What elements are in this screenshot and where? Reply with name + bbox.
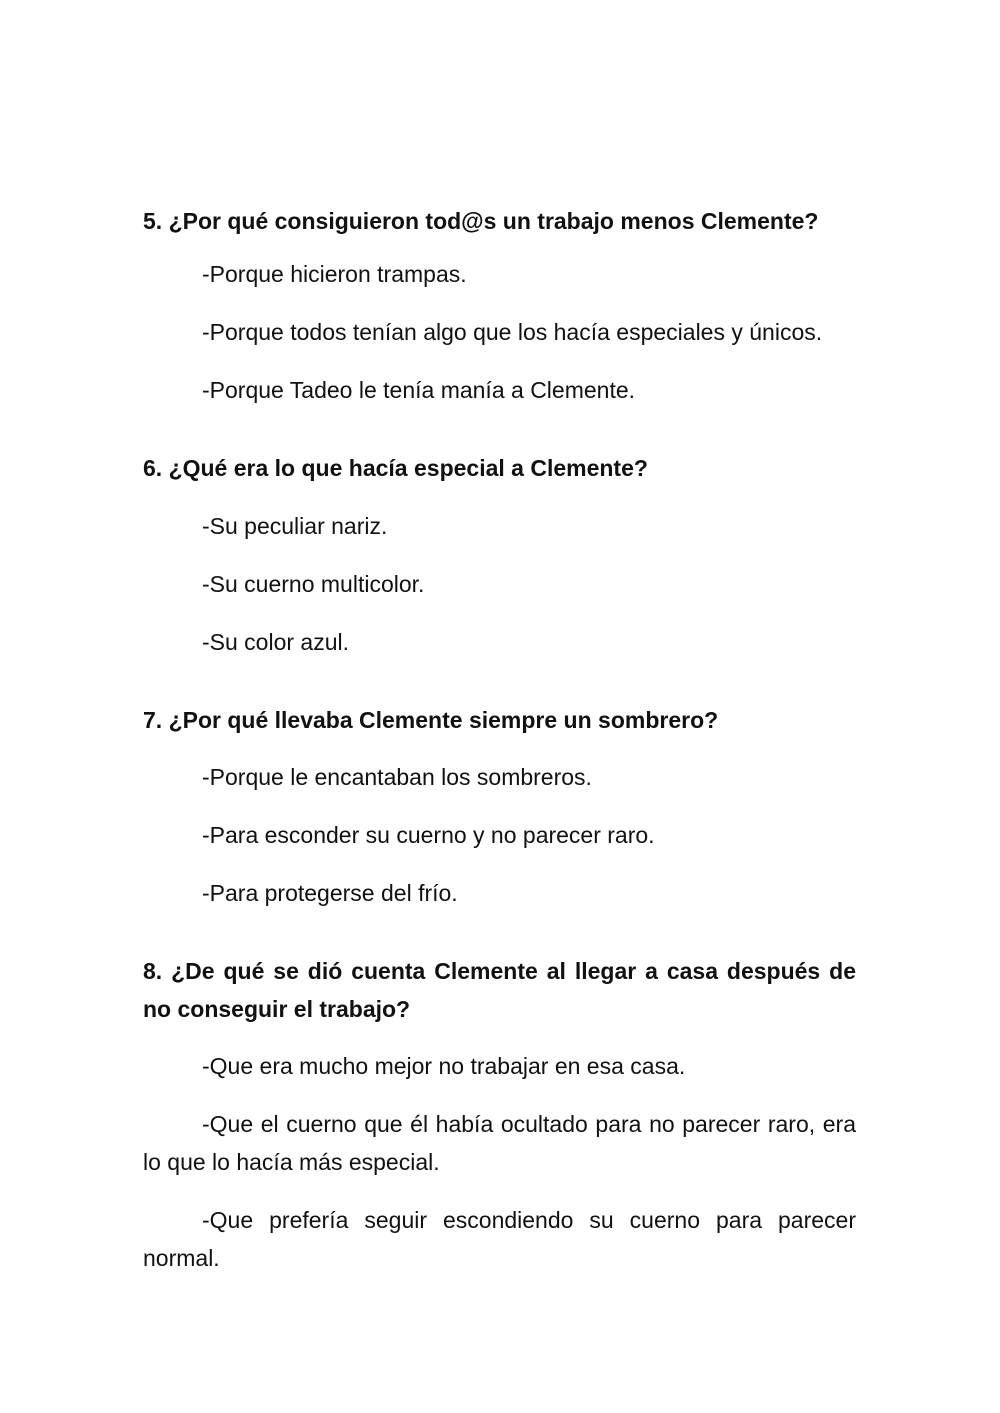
question-5-option-1[interactable]: -Porque hicieron trampas. (202, 261, 467, 287)
question-8-option-1[interactable]: -Que era mucho mejor no trabajar en esa casa. (202, 1053, 686, 1079)
question-7-option-1[interactable]: -Porque le encantaban los sombreros. (202, 764, 592, 790)
question-5: 5. ¿Por qué consiguieron tod@s un trabajo menos Clemente? (143, 208, 819, 234)
question-7: 7. ¿Por qué llevaba Clemente siempre un sombrero? (143, 707, 719, 733)
question-5-option-2[interactable]: -Porque todos tenían algo que los hacía especiales y únicos. (202, 319, 823, 345)
question-6-option-2[interactable]: -Su cuerno multicolor. (202, 571, 425, 597)
question-7-option-3[interactable]: -Para protegerse del frío. (202, 880, 458, 906)
question-7-option-2[interactable]: -Para esconder su cuerno y no parecer raro. (202, 822, 655, 848)
question-8: 8. ¿De qué se dió cuenta Clemente al llegar a casa después de no conseguir el trabajo? (143, 958, 856, 1022)
question-6: 6. ¿Qué era lo que hacía especial a Clemente? (143, 455, 648, 481)
question-6-option-1[interactable]: -Su peculiar nariz. (202, 513, 388, 539)
question-6-option-3[interactable]: -Su color azul. (202, 629, 350, 655)
question-8-option-3[interactable]: -Que prefería seguir escondiendo su cuerno para parecer normal. (143, 1207, 856, 1271)
question-5-option-3[interactable]: -Porque Tadeo le tenía manía a Clemente. (202, 377, 636, 403)
question-8-option-2[interactable]: -Que el cuerno que él había ocultado para no parecer raro, era lo que lo hacía más especial. (143, 1111, 856, 1175)
